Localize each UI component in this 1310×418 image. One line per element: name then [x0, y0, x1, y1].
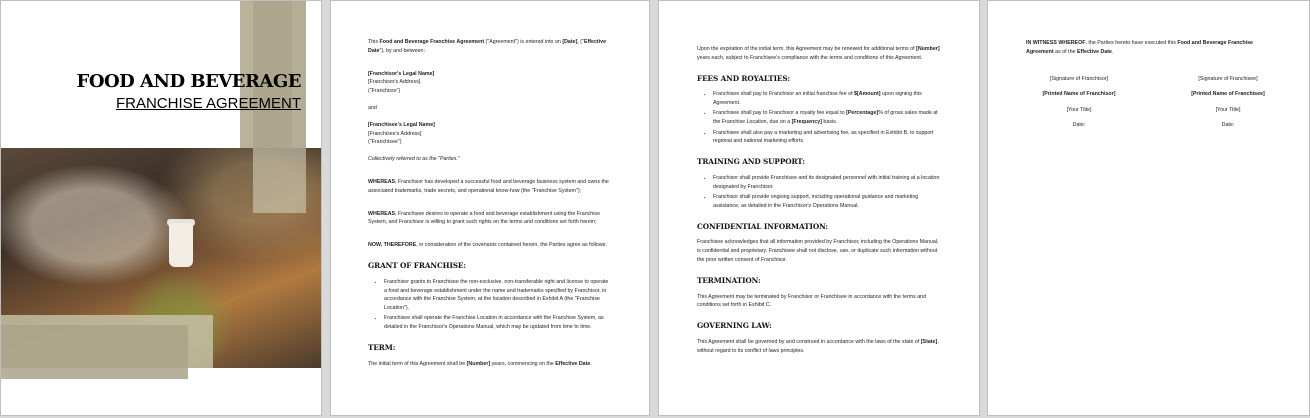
- whereas-1: WHEREAS, Franchisor has developed a successful food and beverage business system and owns the associated trademarks, trade secrets, and operational know-how (the "Franchise System");: [368, 178, 609, 194]
- parties-text: Collectively referred to as the "Parties.": [368, 156, 460, 163]
- governing-law-paragraph: This Agreement shall be governed by and construed in accordance with the laws of the state of [State], without regard to its conflict of laws principles.: [697, 339, 939, 354]
- fee-item-2: • Franchisee shall pay to Franchisor a royalty fee equal to [Percentage]% of gross sales made at the Franchise Location, due on a [Frequency] basis.: [713, 109, 941, 127]
- grant-item-2: • Franchisee shall operate the Franchise Location in accordance with the Franchise System, as detailed in the Franchisor's Operations Manual, which may be updated from time to time.: [384, 314, 612, 332]
- termination-heading: TERMINATION:: [697, 275, 761, 285]
- accent-block-photo-overlay: [253, 148, 306, 213]
- termination-paragraph: This Agreement may be terminated by Franchisor or Franchisee in accordance with the terms and conditions set forth in Exhibit C.: [697, 293, 927, 309]
- intro-paragraph: This Food and Beverage Franchise Agreement ("Agreement") is entered into on [Date], ("Effective Date"), by and between:: [368, 39, 607, 54]
- franchisor-title: [Your Title]: [1066, 106, 1092, 113]
- training-heading: TRAINING AND SUPPORT:: [697, 157, 805, 167]
- franchisee-signature-block: [1163, 75, 1293, 136]
- franchisor-name: [Franchisor's Legal Name]: [368, 70, 435, 77]
- cover-title: [77, 71, 301, 112]
- grant-item-1: • Franchisor grants to Franchisee the non-exclusive, non-transferable right and license to operate a food and beverage establishment under the name and trademarks specified by Franchisor, in accordance with the Franchise System, at the location described in Exhibit A (the "Franchise Location").: [384, 278, 612, 313]
- cover-title-line2: FRANCHISE AGREEMENT: [115, 95, 301, 112]
- page-3-body: [697, 45, 941, 362]
- cover-title-line1: FOOD AND BEVERAGE: [76, 71, 301, 92]
- coffee-cup: [169, 223, 193, 267]
- grant-list: [368, 278, 612, 332]
- witness-paragraph: IN WITNESS WHEREOF, the Parties hereto have executed this Food and Beverage Franchise Agreement as of the Effective Date.: [1026, 40, 1253, 55]
- franchisee-date: Date:: [1221, 121, 1235, 128]
- page-3: [658, 0, 980, 416]
- accent-block-bottom-dark: [1, 325, 188, 379]
- franchisee-signature: [Signature of Franchisee]: [1198, 76, 1258, 82]
- term-paragraph: The initial term of this Agreement shall be [Number] years, commencing on the Effective Date.: [368, 360, 592, 367]
- training-item-1: • Franchisor shall provide Franchisee and its designated personnel with initial training at a location designated by Franchisor.: [713, 174, 941, 192]
- franchisor-signature: [Signature of Franchisor]: [1050, 76, 1108, 82]
- renewal-paragraph: Upon the expiration of the initial term, this Agreement may be renewed for additional terms of [Number] years each, subject to Franchisee's compliance with the terms and conditions of this Agreement.: [697, 46, 940, 61]
- franchisor-address: [Franchisor's Address]: [368, 79, 421, 86]
- fee-item-1: • Franchisee shall pay to Franchisor an initial franchise fee of $[Amount] upon signing this Agreement.: [713, 90, 941, 108]
- fees-list: [697, 90, 941, 146]
- franchisor-date: Date:: [1072, 121, 1086, 128]
- franchisee-title: [Your Title]: [1215, 106, 1241, 113]
- page-2-body: [368, 38, 612, 375]
- whereas-2: WHEREAS, Franchisee desires to operate a food and beverage establishment using the Franchise System, and Franchisor is willing to grant such rights on the terms and conditions set forth herein;: [368, 210, 601, 226]
- franchisor-signature-block: [1014, 75, 1144, 136]
- term-heading: TERM:: [368, 343, 396, 353]
- and-text: and: [368, 104, 377, 111]
- page-2: [330, 0, 650, 416]
- grant-heading: GRANT OF FRANCHISE:: [368, 260, 466, 270]
- cover-page: [0, 0, 322, 416]
- franchisor-label: ("Franchisor"): [368, 88, 401, 95]
- training-item-2: • Franchisor shall provide ongoing support, including operational guidance and marketing assistance, as detailed in the Franchisor's Operations Manual.: [713, 193, 941, 211]
- confidential-heading: CONFIDENTIAL INFORMATION:: [697, 221, 828, 231]
- page-4: [987, 0, 1310, 416]
- confidential-paragraph: Franchisee acknowledges that all information provided by Franchisor, including the Operations Manual, is confidential and proprietary. Franchisee shall not disclose, use, or duplicate such information without the prior written consent of Franchisor.: [697, 239, 939, 264]
- franchisor-printed-name: [Printed Name of Franchisor]: [1042, 91, 1116, 98]
- training-list: [697, 174, 941, 211]
- fee-item-3: • Franchisee shall also pay a marketing and advertising fee, as specified in Exhibit B, to support regional and national marketing efforts.: [713, 129, 941, 147]
- franchisee-name: [Franchisee's Legal Name]: [368, 121, 435, 128]
- fees-heading: FEES AND ROYALTIES:: [697, 73, 791, 83]
- franchisee-label: ("Franchisee"): [368, 139, 402, 146]
- now-therefore: NOW, THEREFORE, in consideration of the covenants contained herein, the Parties agree as follows:: [368, 242, 607, 249]
- franchisee-printed-name: [Printed Name of Franchisee]: [1191, 91, 1265, 98]
- governing-law-heading: GOVERNING LAW:: [697, 321, 772, 331]
- franchisee-address: [Franchisee's Address]: [368, 130, 422, 137]
